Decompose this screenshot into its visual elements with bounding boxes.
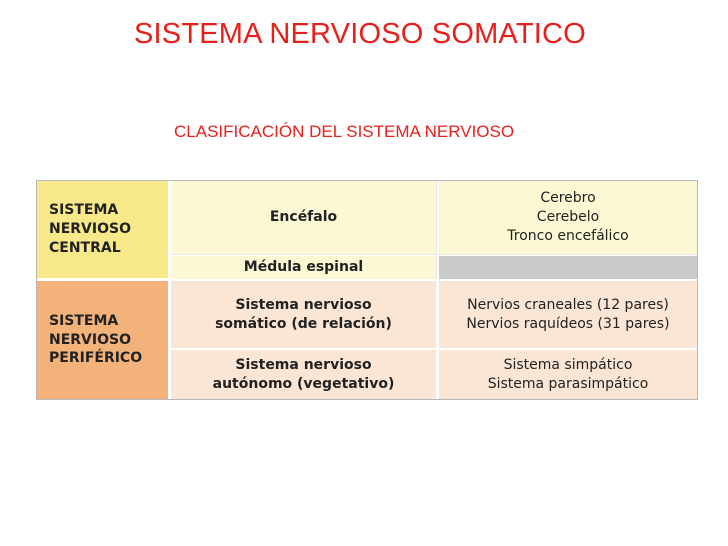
medula-empty-cell <box>439 256 697 279</box>
somatico-part-raquideos: Nervios raquídeos (31 pares) <box>466 315 670 332</box>
encefalo-part-tronco: Tronco encefálico <box>507 227 629 244</box>
slide-title: SISTEMA NERVIOSO SOMATICO <box>134 18 586 50</box>
autonomo-part-simpatico: Sistema simpático <box>503 356 633 373</box>
encefalo-cell: Encéfalo <box>171 181 437 255</box>
autonomo-part-parasimpatico: Sistema parasimpático <box>487 375 649 392</box>
medula-cell: Médula espinal <box>171 256 437 279</box>
somatico-part-craneales: Nervios craneales (12 pares) <box>467 296 669 313</box>
periferico-label: SISTEMA NERVIOSO PERIFÉRICO <box>37 281 169 399</box>
somatico-parts-cell <box>439 281 697 349</box>
somatico-cell: Sistema nervioso somático (de relación) <box>171 281 437 349</box>
autonomo-cell: Sistema nervioso autónomo (vegetativo) <box>171 350 437 399</box>
classification-table <box>36 180 698 400</box>
central-label: SISTEMA NERVIOSO CENTRAL <box>37 181 169 279</box>
autonomo-parts-cell <box>439 350 697 399</box>
encefalo-part-cerebro: Cerebro <box>540 190 596 207</box>
slide-subtitle: CLASIFICACIÓN DEL SISTEMA NERVIOSO <box>174 122 515 141</box>
encefalo-part-cerebelo: Cerebelo <box>536 209 600 226</box>
encefalo-parts-cell <box>439 181 697 255</box>
